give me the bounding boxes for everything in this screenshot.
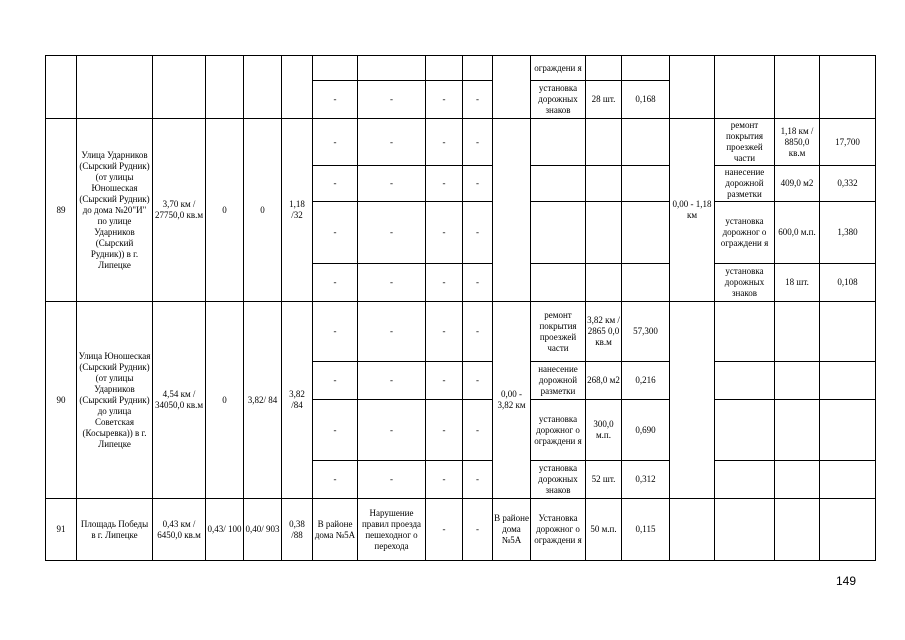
dash-cell: - <box>358 400 426 461</box>
table-row <box>46 119 876 166</box>
cell-empty <box>358 56 426 81</box>
dash-cell: - <box>313 264 358 302</box>
cell-empty <box>622 264 670 302</box>
dash-cell: - <box>313 166 358 202</box>
cell-empty <box>586 166 622 202</box>
dash-cell: - <box>463 302 493 362</box>
work-volume-cell: 268,0 м2 <box>586 362 622 400</box>
work-cost-cell: 57,300 <box>622 302 670 362</box>
value-cell: 3,82 /84 <box>282 302 313 499</box>
cell-empty <box>282 56 313 119</box>
road-works-table <box>45 55 876 561</box>
dash-cell: - <box>426 202 463 264</box>
cell-empty <box>775 499 820 561</box>
dash-cell: - <box>463 166 493 202</box>
dash-cell: - <box>358 302 426 362</box>
work-cost-cell: 0,332 <box>820 166 876 202</box>
road-length: 4,54 км / 34050,0 кв.м <box>153 302 206 499</box>
row-number: 89 <box>46 119 77 302</box>
work-cost-cell: 0,168 <box>622 81 670 119</box>
cell-empty <box>715 461 775 499</box>
cell-empty <box>531 166 586 202</box>
cell-empty <box>715 56 775 119</box>
work-type-cell: ремонт покрытия проезжей части <box>531 302 586 362</box>
cell-empty <box>586 119 622 166</box>
work-type-cell: нанесение дорожной разметки <box>715 166 775 202</box>
work-type-cell: установка дорожног о ограждени я <box>715 202 775 264</box>
cell-empty <box>715 499 775 561</box>
cell-empty <box>820 302 876 362</box>
work-type-cell: установка дорожных знаков <box>531 461 586 499</box>
cell-empty <box>531 119 586 166</box>
work-range: В районе дома №5А <box>493 499 531 561</box>
cell-empty <box>206 56 244 119</box>
cell-empty <box>622 56 670 81</box>
dash-cell: - <box>426 119 463 166</box>
cell-empty <box>531 202 586 264</box>
dash-cell: - <box>358 461 426 499</box>
cell-empty <box>820 461 876 499</box>
cell-empty <box>586 264 622 302</box>
table-row <box>46 302 876 362</box>
dash-cell: - <box>358 119 426 166</box>
cell-empty <box>622 166 670 202</box>
dash-cell: - <box>463 81 493 119</box>
cell-empty <box>715 302 775 362</box>
work-cost-cell: 0,108 <box>820 264 876 302</box>
work-type-cell: ремонт покрытия проезжей части <box>715 119 775 166</box>
cell-empty <box>820 362 876 400</box>
road-name: Улица Юношеская (Сырский Рудник) (от улицы Ударников (Сырский Рудник) до улица Советская (Косыревка)) в г. Липецке <box>77 302 153 499</box>
value-cell: 0,40/ 903 <box>244 499 282 561</box>
value-cell: 0,43/ 100 <box>206 499 244 561</box>
dash-cell: - <box>313 202 358 264</box>
value-cell: 0 <box>244 119 282 302</box>
work-volume-cell: 52 шт. <box>586 461 622 499</box>
work-cost-cell: 1,380 <box>820 202 876 264</box>
dash-cell: - <box>426 499 463 561</box>
violation-cell: Нарушение правил проезда пешеходног о перехода <box>358 499 426 561</box>
accident-place: В районе дома №5А <box>313 499 358 561</box>
work-range: 0,00 - 3,82 км <box>493 302 531 499</box>
cell-empty <box>46 56 77 119</box>
dash-cell: - <box>463 362 493 400</box>
cell-empty <box>426 56 463 81</box>
dash-cell: - <box>358 264 426 302</box>
cell-empty <box>670 499 715 561</box>
work-volume-cell: 600,0 м.п. <box>775 202 820 264</box>
dash-cell: - <box>463 499 493 561</box>
work-cost-cell: 0,312 <box>622 461 670 499</box>
cell-empty <box>820 499 876 561</box>
dash-cell: - <box>463 400 493 461</box>
dash-cell: - <box>313 119 358 166</box>
table-row <box>46 56 876 81</box>
dash-cell: - <box>313 302 358 362</box>
cell-empty <box>244 56 282 119</box>
cell-empty <box>586 56 622 81</box>
dash-cell: - <box>463 119 493 166</box>
dash-cell: - <box>463 202 493 264</box>
dash-cell: - <box>358 166 426 202</box>
work-volume-cell: 1,18 км / 8850,0 кв.м <box>775 119 820 166</box>
cell-empty <box>493 56 531 119</box>
cell-empty <box>77 56 153 119</box>
table-row <box>46 499 876 561</box>
work-cost-cell: 0,115 <box>622 499 670 561</box>
work-range: 0,00 - 1,18 км <box>670 119 715 302</box>
dash-cell: - <box>313 461 358 499</box>
row-number: 91 <box>46 499 77 561</box>
value-cell: 0 <box>206 119 244 302</box>
work-volume-cell: 409,0 м2 <box>775 166 820 202</box>
work-volume-cell: 50 м.п. <box>586 499 622 561</box>
cell-empty <box>313 56 358 81</box>
dash-cell: - <box>358 202 426 264</box>
dash-cell: - <box>463 461 493 499</box>
dash-cell: - <box>426 166 463 202</box>
cell-empty <box>153 56 206 119</box>
cell-empty <box>775 461 820 499</box>
work-type-cell: нанесение дорожной разметки <box>531 362 586 400</box>
road-name: Площадь Победы в г. Липецке <box>77 499 153 561</box>
cell-empty <box>775 302 820 362</box>
dash-cell: - <box>426 461 463 499</box>
dash-cell: - <box>313 362 358 400</box>
dash-cell: - <box>313 81 358 119</box>
cell-empty <box>463 56 493 81</box>
work-type-cell: установка дорожных знаков <box>531 81 586 119</box>
work-volume-cell: 28 шт. <box>586 81 622 119</box>
page-number: 149 <box>836 574 857 588</box>
road-length: 0,43 км / 6450,0 кв.м <box>153 499 206 561</box>
dash-cell: - <box>358 81 426 119</box>
dash-cell: - <box>463 264 493 302</box>
cell-empty <box>670 302 715 499</box>
cell-empty <box>622 202 670 264</box>
value-cell: 0 <box>206 302 244 499</box>
work-cost-cell: 0,690 <box>622 400 670 461</box>
dash-cell: - <box>426 400 463 461</box>
cell-empty <box>586 202 622 264</box>
cell-empty <box>715 400 775 461</box>
road-name: Улица Ударников (Сырский Рудник) (от улицы Юношеская (Сырский Рудник) до дома №20"И" по улице Ударников (Сырский Рудник)) в г. Липецке <box>77 119 153 302</box>
work-volume-cell: 300,0 м.п. <box>586 400 622 461</box>
dash-cell: - <box>426 81 463 119</box>
work-type-cell: ограждени я <box>531 56 586 81</box>
road-length: 3,70 км / 27750,0 кв.м <box>153 119 206 302</box>
value-cell: 1,18 /32 <box>282 119 313 302</box>
cell-empty <box>820 56 876 119</box>
value-cell: 0,38 /88 <box>282 499 313 561</box>
cell-empty <box>715 362 775 400</box>
value-cell: 3,82/ 84 <box>244 302 282 499</box>
cell-empty <box>493 119 531 302</box>
work-cost-cell: 17,700 <box>820 119 876 166</box>
cell-empty <box>622 119 670 166</box>
cell-empty <box>775 56 820 119</box>
work-cost-cell: 0,216 <box>622 362 670 400</box>
dash-cell: - <box>426 264 463 302</box>
row-number: 90 <box>46 302 77 499</box>
cell-empty <box>775 400 820 461</box>
cell-empty <box>775 362 820 400</box>
dash-cell: - <box>426 302 463 362</box>
work-type-cell: установка дорожных знаков <box>715 264 775 302</box>
dash-cell: - <box>426 362 463 400</box>
cell-empty <box>820 400 876 461</box>
cell-empty <box>670 56 715 119</box>
dash-cell: - <box>358 362 426 400</box>
work-type-cell: установка дорожног о ограждени я <box>531 400 586 461</box>
work-volume-cell: 18 шт. <box>775 264 820 302</box>
work-volume-cell: 3,82 км / 2865 0,0 кв.м <box>586 302 622 362</box>
cell-empty <box>531 264 586 302</box>
work-type-cell: Установка дорожног о ограждени я <box>531 499 586 561</box>
dash-cell: - <box>313 400 358 461</box>
